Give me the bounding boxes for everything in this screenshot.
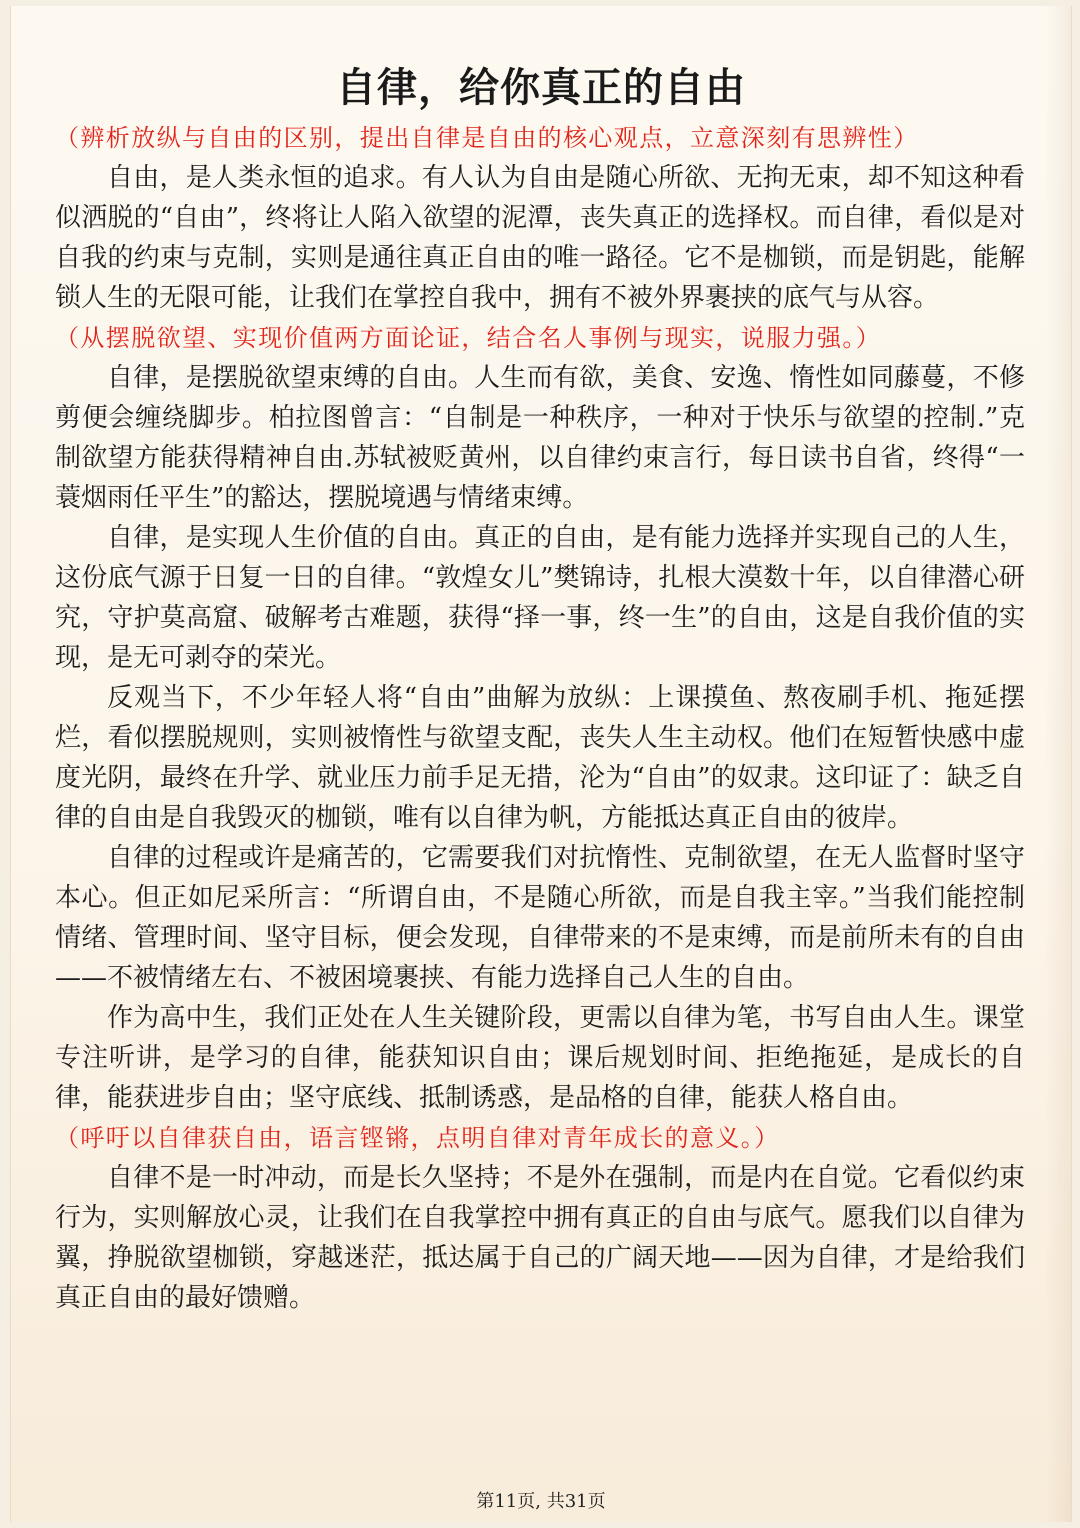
paragraph: 自由，是人类永恒的追求。有人认为自由是随心所欲、无拘无束，却不知这种看似洒脱的“自由”，终将让人陷入欲望的泥潭，丧失真正的选择权。而自律，看似是对自我的约束与克制，实则是通往真正自由的唯一路径。它不是枷锁，而是钥匙，能解锁人生的无限可能，让我们在掌控自我中，拥有不被外界裹挟的底气与从容。 — [55, 163, 1025, 313]
paragraph: 自律的过程或许是痛苦的，它需要我们对抗惰性、克制欲望，在无人监督时坚守本心。但正如尼采所言：“所谓自由，不是随心所欲，而是自我主宰。”当我们能控制情绪、管理时间、坚守目标，便会发现，自律带来的不是束缚，而是前所未有的自由——不被情绪左右、不被困境裹挟、有能力选择自己人生的自由。 — [55, 843, 1025, 993]
page-edge-shading — [1045, 6, 1071, 1522]
annotation-comment: （呼吁以自律获自由，语言铿锵，点明自律对青年成长的意义。） — [55, 1124, 780, 1152]
essay-title: 自律，给你真正的自由 — [336, 65, 746, 111]
paragraph: 自律，是摆脱欲望束缚的自由。人生而有欲，美食、安逸、惰性如同藤蔓，不修剪便会缠绕脚步。柏拉图曾言：“自制是一种秩序，一种对于快乐与欲望的控制.”克制欲望方能获得精神自由.苏轼被贬黄州，以自律约束言行，每日读书自省，终得“一蓑烟雨任平生”的豁达，摆脱境遇与情绪束缚。 — [55, 363, 1025, 513]
document-page — [10, 6, 1072, 1522]
page-number-footer: 第11页, 共31页 — [476, 1491, 606, 1512]
annotation-comment: （从摆脱欲望、实现价值两方面论证，结合名人事例与现实，说服力强。） — [55, 324, 882, 352]
paragraph: 作为高中生，我们正处在人生关键阶段，更需以自律为笔，书写自由人生。课堂专注听讲，是学习的自律，能获知识自由；课后规划时间、拒绝拖延，是成长的自律，能获进步自由；坚守底线、抵制诱惑，是品格的自律，能获人格自由。 — [55, 1003, 1025, 1113]
essay-body — [55, 118, 1025, 1318]
paragraph: 自律不是一时冲动，而是长久坚持；不是外在强制，而是内在自觉。它看似约束行为，实则解放心灵，让我们在自我掌控中拥有真正的自由与底气。愿我们以自律为翼，挣脱欲望枷锁，穿越迷茫，抵达属于自己的广阔天地——因为自律，才是给我们真正自由的最好馈赠。 — [55, 1163, 1025, 1313]
annotation-comment: （辨析放纵与自由的区别，提出自律是自由的核心观点，立意深刻有思辨性） — [55, 124, 919, 152]
paragraph: 反观当下，不少年轻人将“自由”曲解为放纵：上课摸鱼、熬夜刷手机、拖延摆烂，看似摆脱规则，实则被惰性与欲望支配，丧失人生主动权。他们在短暂快感中虚度光阴，最终在升学、就业压力前手足无措，沦为“自由”的奴隶。这印证了：缺乏自律的自由是自我毁灭的枷锁，唯有以自律为帆，方能抵达真正自由的彼岸。 — [55, 683, 1025, 833]
paragraph: 自律，是实现人生价值的自由。真正的自由，是有能力选择并实现自己的人生，这份底气源于日复一日的自律。“敦煌女儿”樊锦诗，扎根大漠数十年，以自律潜心研究，守护莫高窟、破解考古难题，获得“择一事，终一生”的自由，这是自我价值的实现，是无可剥夺的荣光。 — [55, 523, 1025, 673]
